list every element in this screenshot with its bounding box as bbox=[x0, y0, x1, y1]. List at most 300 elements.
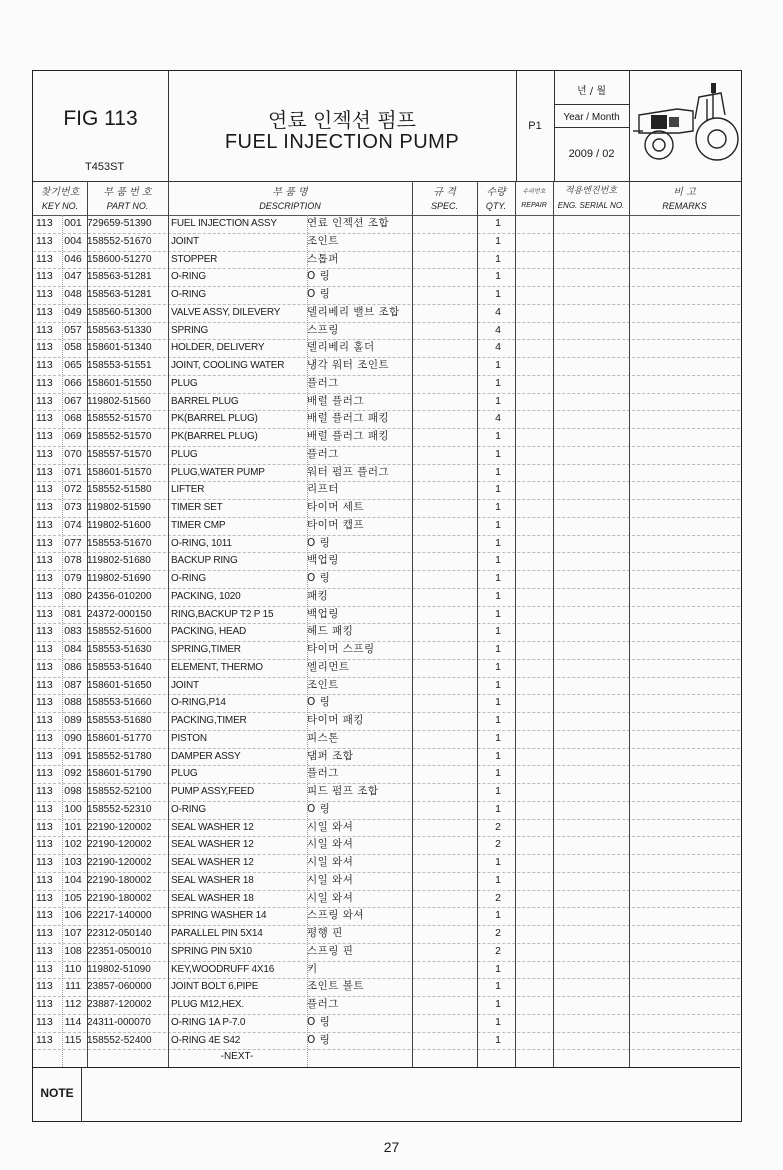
key-number-cell: 111 bbox=[65, 980, 81, 993]
part-number-cell: 158600-51270 bbox=[87, 253, 152, 265]
description-cell: JOINT bbox=[171, 235, 199, 247]
description-kr-cell: 연료 인젝션 조합 bbox=[307, 217, 390, 229]
description-kr-cell: 배럴 플러그 bbox=[307, 394, 365, 407]
part-number-cell: 22190-120002 bbox=[87, 857, 152, 868]
quantity-cell: 4 bbox=[495, 412, 501, 425]
column-line bbox=[62, 215, 63, 1067]
part-number-cell: 24372-000150 bbox=[87, 608, 152, 620]
col-desc: DESCRIPTION bbox=[259, 201, 321, 211]
note-label: NOTE bbox=[40, 1086, 74, 1100]
key-number-cell: 086 bbox=[64, 660, 82, 673]
part-number-cell: 158563-51330 bbox=[87, 324, 152, 336]
key-number-cell: 079 bbox=[64, 572, 82, 584]
key-number-cell: 074 bbox=[64, 518, 82, 531]
quantity-cell: 1 bbox=[495, 217, 501, 229]
figure-box bbox=[33, 71, 168, 181]
fig-number-cell: 113 bbox=[36, 589, 53, 602]
quantity-cell: 2 bbox=[495, 944, 501, 957]
part-number-cell: 24311-000070 bbox=[87, 1016, 151, 1028]
year-month-label-kr: 년 / 월 bbox=[576, 86, 607, 97]
description-kr-cell: 시일 와셔 bbox=[307, 838, 354, 851]
description-cell: BACKUP RING bbox=[171, 555, 238, 567]
table-row bbox=[33, 535, 740, 553]
table-row bbox=[33, 854, 740, 872]
col-key: KEY NO. bbox=[41, 201, 79, 211]
column-line bbox=[87, 181, 88, 1067]
fig-number-cell: 113 bbox=[36, 359, 53, 371]
description-kr-cell: O 링 bbox=[307, 572, 331, 584]
description-kr-cell: 시일 와셔 bbox=[307, 891, 354, 904]
quantity-cell: 1 bbox=[495, 359, 501, 371]
description-cell: PLUG M12,HEX. bbox=[171, 999, 244, 1010]
description-kr-cell: 스프링 핀 bbox=[307, 944, 354, 957]
key-number-cell: 105 bbox=[64, 891, 82, 904]
part-number-cell: 119802-51690 bbox=[87, 573, 151, 584]
part-number-cell: 158552-52400 bbox=[87, 1034, 152, 1046]
key-number-cell: 102 bbox=[64, 838, 82, 851]
part-number-cell: 119802-51590 bbox=[87, 502, 151, 513]
quantity-cell: 1 bbox=[495, 270, 501, 283]
fig-number-cell: 113 bbox=[36, 217, 53, 229]
key-number-cell: 089 bbox=[64, 714, 82, 726]
table-row bbox=[33, 606, 740, 624]
key-number-cell: 066 bbox=[64, 376, 82, 389]
col-qty: QTY. bbox=[485, 201, 507, 211]
table-row bbox=[33, 339, 740, 357]
key-number-cell: 048 bbox=[64, 288, 82, 300]
description-cell: PLUG,WATER PUMP bbox=[171, 466, 265, 478]
table-row bbox=[33, 481, 740, 499]
fig-number-cell: 113 bbox=[36, 820, 53, 833]
part-number-cell: 24356-010200 bbox=[87, 590, 152, 602]
key-number-cell: 106 bbox=[64, 909, 82, 922]
description-cell: PACKING, 1020 bbox=[171, 590, 241, 602]
table-row bbox=[33, 251, 740, 269]
next-label: -NEXT- bbox=[220, 1051, 254, 1063]
quantity-cell: 1 bbox=[495, 856, 501, 868]
table-row bbox=[33, 570, 740, 588]
description-kr-cell: 타이머 캡프 bbox=[307, 518, 365, 531]
quantity-cell: 1 bbox=[495, 696, 501, 709]
col-repair-kr: 수리번호 bbox=[522, 188, 546, 195]
page-number: 27 bbox=[383, 1139, 400, 1155]
table-row bbox=[33, 410, 740, 428]
quantity-cell: 1 bbox=[495, 589, 501, 602]
key-number-cell: 068 bbox=[64, 412, 82, 425]
part-number-cell: 119802-51680 bbox=[87, 555, 151, 567]
quantity-cell: 1 bbox=[495, 714, 501, 726]
key-number-cell: 083 bbox=[64, 625, 82, 638]
part-number-cell: 158601-51790 bbox=[87, 768, 152, 780]
description-cell: PK(BARREL PLUG) bbox=[171, 431, 258, 442]
fig-number-cell: 113 bbox=[36, 270, 53, 283]
fig-number-cell: 113 bbox=[36, 856, 53, 868]
fig-number-cell: 113 bbox=[36, 731, 53, 744]
table-row bbox=[33, 890, 740, 908]
part-number-cell: 22190-180002 bbox=[87, 874, 152, 886]
col-spec-kr: 규 격 bbox=[433, 187, 456, 198]
description-kr-cell: 플러그 bbox=[307, 376, 339, 389]
description-cell: O-RING bbox=[171, 573, 206, 584]
part-number-cell: 158601-51550 bbox=[87, 377, 152, 389]
quantity-cell: 1 bbox=[495, 394, 501, 407]
part-number-cell: 22312-050140 bbox=[87, 928, 152, 939]
description-cell: SEAL WASHER 12 bbox=[171, 857, 254, 868]
fig-number-cell: 113 bbox=[36, 962, 53, 975]
column-line bbox=[629, 181, 630, 1067]
description-kr-cell: 피스톤 bbox=[307, 731, 339, 744]
table-row bbox=[33, 801, 740, 819]
fig-number-cell: 113 bbox=[36, 891, 53, 904]
part-number-cell: 158553-51630 bbox=[87, 644, 152, 655]
fig-number-cell: 113 bbox=[36, 430, 53, 442]
model-code: T453ST bbox=[85, 161, 125, 173]
table-row bbox=[33, 588, 740, 606]
description-kr-cell: 델리베리 홀더 bbox=[307, 341, 375, 354]
part-number-cell: 22351-050010 bbox=[87, 945, 152, 957]
quantity-cell: 1 bbox=[495, 802, 501, 815]
part-number-cell: 158552-51580 bbox=[87, 484, 152, 496]
page-code-box bbox=[516, 71, 554, 181]
table-row bbox=[33, 694, 740, 712]
fig-number-cell: 113 bbox=[36, 572, 53, 584]
part-number-cell: 22217-140000 bbox=[87, 910, 152, 922]
description-kr-cell: 배럴 플러그 패킹 bbox=[307, 430, 390, 442]
year-month-value: 2009 / 02 bbox=[568, 148, 615, 160]
part-number-cell: 158553-51551 bbox=[87, 360, 152, 371]
quantity-cell: 1 bbox=[495, 518, 501, 531]
note-area bbox=[33, 1067, 740, 1122]
description-cell: SEAL WASHER 12 bbox=[171, 839, 254, 851]
part-number-cell: 158552-51670 bbox=[87, 235, 152, 247]
part-number-cell: 158553-51670 bbox=[87, 537, 152, 549]
description-cell: PLUG bbox=[171, 377, 198, 389]
table-row bbox=[33, 943, 740, 961]
quantity-cell: 1 bbox=[495, 962, 501, 975]
table-row bbox=[33, 552, 740, 570]
part-number-cell: 158601-51340 bbox=[87, 342, 152, 354]
fig-number-cell: 113 bbox=[36, 607, 53, 620]
table-row bbox=[33, 677, 740, 695]
fig-number-cell: 113 bbox=[36, 323, 53, 336]
key-number-cell: 073 bbox=[64, 501, 82, 513]
description-kr-cell: O 링 bbox=[307, 802, 331, 815]
part-number-cell: 158553-51660 bbox=[87, 697, 152, 709]
description-kr-cell: 타이머 스프링 bbox=[307, 643, 375, 655]
description-kr-cell: 스프링 와셔 bbox=[307, 909, 365, 922]
quantity-cell: 1 bbox=[495, 998, 501, 1010]
description-kr-cell: 스톱퍼 bbox=[307, 252, 339, 265]
col-qty-kr: 수량 bbox=[486, 187, 506, 198]
description-cell: STOPPER bbox=[171, 253, 218, 265]
col-key-kr: 찾기번호 bbox=[40, 187, 80, 198]
fig-number-cell: 113 bbox=[36, 376, 53, 389]
table-row bbox=[33, 322, 740, 340]
fig-number-cell: 113 bbox=[36, 536, 53, 549]
table-header bbox=[33, 181, 740, 215]
description-kr-cell: 리프터 bbox=[307, 483, 339, 496]
quantity-cell: 1 bbox=[495, 376, 501, 389]
part-number-cell: 729659-51390 bbox=[87, 218, 152, 229]
col-serial-kr: 적용엔진번호 bbox=[564, 186, 618, 196]
fig-number-cell: 113 bbox=[36, 483, 53, 496]
description-cell: RING,BACKUP T2 P 15 bbox=[171, 608, 274, 620]
description-cell: O-RING bbox=[171, 803, 206, 815]
col-spec: SPEC. bbox=[430, 201, 458, 211]
description-kr-cell: O 링 bbox=[307, 1015, 331, 1028]
fig-number-cell: 113 bbox=[36, 944, 53, 957]
description-kr-cell: 헤드 패킹 bbox=[307, 625, 354, 638]
part-number-cell: 158601-51650 bbox=[87, 679, 152, 691]
fig-number-cell: 113 bbox=[36, 714, 53, 726]
description-cell: JOINT, COOLING WATER bbox=[171, 360, 285, 371]
part-number-cell: 158563-51281 bbox=[87, 271, 152, 283]
fig-number-cell: 113 bbox=[36, 447, 53, 460]
fig-number-cell: 113 bbox=[36, 465, 53, 478]
table-row bbox=[33, 748, 740, 766]
description-kr-cell: 조인트 bbox=[307, 678, 339, 691]
fig-number-cell: 113 bbox=[36, 625, 53, 638]
description-kr-cell: 스프링 bbox=[307, 323, 339, 336]
description-kr-cell: 백업링 bbox=[307, 554, 339, 567]
part-number-cell: 119802-51560 bbox=[87, 395, 151, 407]
description-cell: O-RING bbox=[171, 289, 206, 300]
quantity-cell: 4 bbox=[495, 341, 501, 354]
quantity-cell: 1 bbox=[495, 252, 501, 265]
quantity-cell: 1 bbox=[495, 643, 501, 655]
description-cell: TIMER SET bbox=[171, 502, 223, 513]
description-kr-cell: O 링 bbox=[307, 270, 331, 283]
description-kr-cell: 플러그 bbox=[307, 998, 339, 1010]
note-label-box bbox=[33, 1068, 82, 1122]
fig-number-cell: 113 bbox=[36, 678, 53, 691]
key-number-cell: 069 bbox=[64, 430, 82, 442]
quantity-cell: 1 bbox=[495, 731, 501, 744]
key-number-cell: 087 bbox=[64, 678, 82, 691]
fig-number-cell: 113 bbox=[36, 252, 53, 265]
key-number-cell: 110 bbox=[64, 962, 82, 975]
table-row bbox=[33, 268, 740, 286]
description-cell: PUMP ASSY,FEED bbox=[171, 786, 254, 797]
row-separator bbox=[33, 1049, 740, 1050]
description-cell: HOLDER, DELIVERY bbox=[171, 342, 265, 354]
fig-number-cell: 113 bbox=[36, 305, 53, 318]
part-number-cell: 158552-51780 bbox=[87, 750, 152, 762]
key-number-cell: 080 bbox=[64, 589, 82, 602]
table-row bbox=[33, 819, 740, 837]
fig-number-cell: 113 bbox=[36, 1015, 53, 1028]
fig-number-cell: 113 bbox=[36, 749, 53, 762]
description-cell: PLUG bbox=[171, 448, 198, 460]
part-number-cell: 22190-120002 bbox=[87, 839, 152, 851]
fig-number-cell: 113 bbox=[36, 767, 53, 780]
description-kr-cell: 타이머 세트 bbox=[307, 501, 365, 513]
description-cell: FUEL INJECTION ASSY bbox=[171, 218, 277, 229]
key-number-cell: 081 bbox=[64, 607, 82, 620]
quantity-cell: 2 bbox=[495, 820, 501, 833]
description-kr-cell: 타이머 패킹 bbox=[307, 714, 365, 726]
table-row bbox=[33, 233, 740, 251]
description-cell: O-RING,P14 bbox=[171, 697, 226, 709]
column-line bbox=[553, 181, 554, 1067]
key-number-cell: 101 bbox=[64, 820, 82, 833]
key-number-cell: 098 bbox=[64, 785, 82, 797]
key-number-cell: 057 bbox=[64, 323, 82, 336]
description-cell: O-RING 4E S42 bbox=[171, 1034, 241, 1046]
part-number-cell: 158557-51570 bbox=[87, 448, 152, 460]
table-row bbox=[33, 961, 740, 979]
description-kr-cell: 배럴 플러그 패킹 bbox=[307, 412, 390, 425]
col-repair: REPAIR bbox=[521, 202, 547, 209]
key-number-cell: 084 bbox=[64, 643, 82, 655]
title-english: FUEL INJECTION PUMP bbox=[224, 131, 460, 153]
fig-number-cell: 113 bbox=[36, 412, 53, 425]
table-row bbox=[33, 978, 740, 996]
quantity-cell: 4 bbox=[495, 323, 501, 336]
description-cell: BARREL PLUG bbox=[171, 395, 239, 407]
description-kr-cell: 시일 와셔 bbox=[307, 856, 354, 868]
table-row bbox=[33, 375, 740, 393]
table-row bbox=[33, 925, 740, 943]
key-number-cell: 070 bbox=[64, 447, 82, 460]
fig-number-cell: 113 bbox=[36, 785, 53, 797]
description-cell: JOINT BOLT 6,PIPE bbox=[171, 981, 259, 993]
key-number-cell: 078 bbox=[64, 554, 82, 567]
fig-number-cell: 113 bbox=[36, 909, 53, 922]
description-cell: SEAL WASHER 18 bbox=[171, 874, 254, 886]
quantity-cell: 1 bbox=[495, 873, 501, 886]
column-line bbox=[515, 181, 516, 1067]
part-number-cell: 119802-51600 bbox=[87, 519, 151, 531]
part-number-cell: 158560-51300 bbox=[87, 306, 152, 318]
quantity-cell: 1 bbox=[495, 767, 501, 780]
sheet-header bbox=[33, 71, 740, 181]
table-row bbox=[33, 304, 740, 322]
description-kr-cell: 워터 펌프 플러그 bbox=[307, 465, 390, 478]
description-kr-cell: 플러그 bbox=[307, 447, 339, 460]
description-cell: PACKING,TIMER bbox=[171, 715, 247, 726]
fig-number-cell: 113 bbox=[36, 501, 53, 513]
quantity-cell: 1 bbox=[495, 465, 501, 478]
fig-number-cell: 113 bbox=[36, 927, 53, 939]
key-number-cell: 049 bbox=[64, 305, 82, 318]
tractor-icon bbox=[629, 71, 740, 181]
table-row bbox=[33, 712, 740, 730]
part-number-cell: 158552-52310 bbox=[87, 803, 152, 815]
part-number-cell: 158552-51570 bbox=[87, 431, 152, 442]
table-row bbox=[33, 357, 740, 375]
description-kr-cell: O 링 bbox=[307, 696, 331, 709]
key-number-cell: 092 bbox=[64, 767, 82, 780]
table-row bbox=[33, 1014, 740, 1032]
quantity-cell: 2 bbox=[495, 891, 501, 904]
quantity-cell: 1 bbox=[495, 1015, 501, 1028]
part-number-cell: 158553-51680 bbox=[87, 715, 152, 726]
fig-number-cell: 113 bbox=[36, 1033, 53, 1046]
key-number-cell: 077 bbox=[64, 536, 82, 549]
quantity-cell: 1 bbox=[495, 447, 501, 460]
part-number-cell: 23887-120002 bbox=[87, 999, 152, 1010]
description-cell: SPRING,TIMER bbox=[171, 644, 241, 655]
description-cell: PACKING, HEAD bbox=[171, 626, 247, 638]
key-number-cell: 107 bbox=[64, 927, 82, 939]
description-kr-cell: 엘리먼트 bbox=[307, 660, 350, 673]
description-kr-cell: 시일 와셔 bbox=[307, 873, 354, 886]
key-number-cell: 114 bbox=[64, 1015, 82, 1028]
quantity-cell: 2 bbox=[495, 838, 501, 851]
description-cell: ELEMENT, THERMO bbox=[171, 661, 263, 673]
description-kr-cell: 냉각 워터 조인트 bbox=[307, 359, 390, 371]
quantity-cell: 4 bbox=[495, 305, 501, 318]
part-number-cell: 158553-51640 bbox=[87, 661, 152, 673]
key-number-cell: 108 bbox=[64, 944, 82, 957]
quantity-cell: 1 bbox=[495, 572, 501, 584]
key-number-cell: 103 bbox=[64, 856, 82, 868]
quantity-cell: 1 bbox=[495, 234, 501, 247]
quantity-cell: 1 bbox=[495, 1033, 501, 1046]
table-row bbox=[33, 783, 740, 801]
description-kr-cell: 피드 펌프 조합 bbox=[307, 785, 379, 797]
table-row bbox=[33, 996, 740, 1014]
description-cell: O-RING, 1011 bbox=[171, 537, 232, 549]
fig-number-cell: 113 bbox=[36, 802, 53, 815]
quantity-cell: 1 bbox=[495, 554, 501, 567]
description-kr-cell: 델리베리 밸브 조합 bbox=[307, 305, 400, 318]
fig-number-cell: 113 bbox=[36, 341, 53, 354]
description-cell: SEAL WASHER 18 bbox=[171, 892, 254, 904]
table-row bbox=[33, 215, 740, 233]
description-kr-cell: 조인트 볼트 bbox=[307, 980, 365, 993]
fig-number-cell: 113 bbox=[36, 998, 53, 1010]
description-kr-cell: O 링 bbox=[307, 288, 331, 300]
col-serial: ENG. SERIAL NO. bbox=[557, 201, 625, 210]
column-line bbox=[168, 181, 169, 1067]
description-cell: PISTON bbox=[171, 732, 207, 744]
key-number-cell: 090 bbox=[64, 731, 82, 744]
quantity-cell: 1 bbox=[495, 483, 501, 496]
description-cell: JOINT bbox=[171, 679, 199, 691]
part-number-cell: 158552-52100 bbox=[87, 786, 152, 797]
table-row bbox=[33, 641, 740, 659]
fig-number-cell: 113 bbox=[36, 838, 53, 851]
key-number-cell: 100 bbox=[64, 802, 82, 815]
key-number-cell: 071 bbox=[64, 465, 82, 478]
fig-number-cell: 113 bbox=[36, 518, 53, 531]
table-row bbox=[33, 765, 740, 783]
key-number-cell: 001 bbox=[64, 217, 82, 229]
table-row bbox=[33, 623, 740, 641]
description-cell: PARALLEL PIN 5X14 bbox=[171, 928, 263, 939]
quantity-cell: 1 bbox=[495, 607, 501, 620]
description-cell: O-RING bbox=[171, 271, 206, 283]
description-kr-cell: O 링 bbox=[307, 536, 331, 549]
table-row bbox=[33, 836, 740, 854]
col-remarks-kr: 비 고 bbox=[673, 187, 696, 198]
quantity-cell: 1 bbox=[495, 660, 501, 673]
description-cell: SPRING bbox=[171, 324, 209, 336]
part-number-cell: 158601-51770 bbox=[87, 732, 152, 744]
table-row bbox=[33, 393, 740, 411]
quantity-cell: 1 bbox=[495, 536, 501, 549]
description-cell: PLUG bbox=[171, 768, 198, 780]
part-number-cell: 158552-51600 bbox=[87, 626, 152, 638]
part-number-cell: 158552-51570 bbox=[87, 413, 152, 425]
column-line bbox=[477, 181, 478, 1067]
table-row bbox=[33, 286, 740, 304]
key-number-cell: 104 bbox=[64, 873, 82, 886]
year-month-box bbox=[554, 71, 629, 181]
quantity-cell: 1 bbox=[495, 785, 501, 797]
